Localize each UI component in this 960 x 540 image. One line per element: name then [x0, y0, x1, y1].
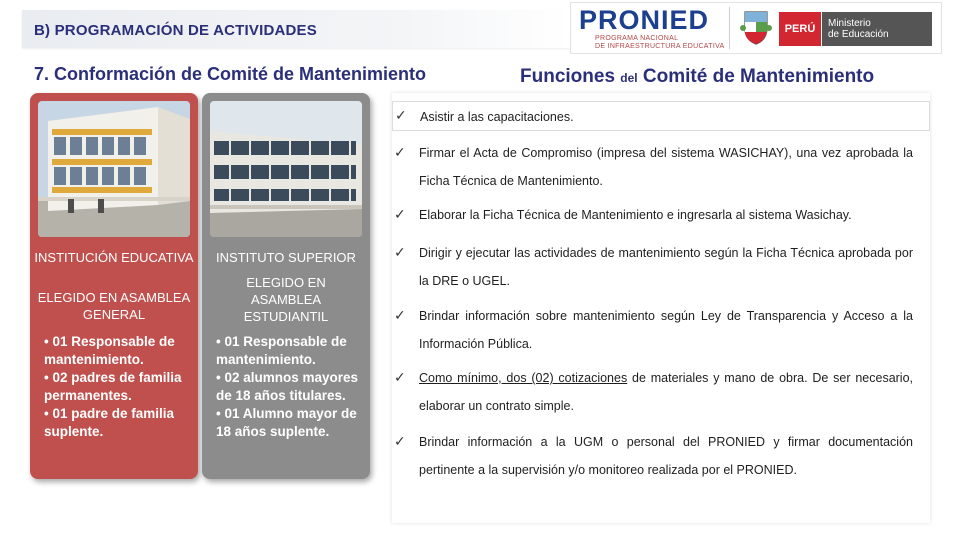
peru-logo: PERÚ	[779, 12, 821, 46]
check-icon: ✓	[394, 369, 406, 385]
list-item: • 02 padres de familia permanentes.	[44, 370, 182, 403]
function-item	[392, 302, 930, 358]
function-text: Brindar información sobre mantenimiento según Ley de Transparencia y Acceso a la Información Pública.	[419, 309, 913, 351]
function-item	[392, 101, 930, 131]
function-text-underlined: Como mínimo, dos (02) cotizaciones	[419, 371, 628, 385]
functions-heading	[520, 66, 874, 88]
card1-elected: ELEGIDO EN ASAMBLEA GENERAL	[37, 290, 191, 322]
ministry-line1: Ministerio	[828, 18, 871, 29]
function-item	[392, 201, 930, 229]
list-item: • 01 padre de familia suplente.	[44, 406, 175, 439]
card1-members	[44, 333, 192, 441]
section-title: B) PROGRAMACIÓN DE ACTIVIDADES	[34, 22, 317, 39]
check-icon: ✓	[395, 107, 407, 123]
function-text: Dirigir y ejecutar las actividades de mantenimiento según la Ficha Técnica aprobada por la DRE o UGEL.	[419, 246, 913, 288]
function-item	[392, 139, 930, 195]
function-text: Asistir a las capacitaciones.	[420, 110, 574, 124]
card2-members	[216, 333, 364, 441]
function-item	[392, 428, 930, 484]
card2-title: INSTITUTO SUPERIOR	[216, 250, 356, 265]
pronied-logo-text: PRONIED	[579, 5, 710, 35]
card-instituto-superior	[202, 93, 370, 479]
peru-coat-of-arms-icon	[739, 8, 773, 46]
check-icon: ✓	[394, 433, 406, 449]
list-item: • 01 Alumno mayor de 18 años suplente.	[216, 406, 357, 439]
logos-banner	[570, 2, 942, 54]
list-item: • 01 Responsable de mantenimiento.	[216, 334, 347, 367]
functions-panel	[392, 93, 930, 523]
institute-building-photo	[210, 101, 362, 237]
functions-heading-del: del	[620, 71, 638, 85]
check-icon: ✓	[394, 307, 406, 323]
card-institucion-educativa	[30, 93, 198, 479]
committee-subtitle: 7. Conformación de Comité de Mantenimiento	[34, 64, 427, 84]
function-text: Brindar información a la UGM o personal del PRONIED y firmar documentación pertinente a la supervisión y/o monitoreo realizada por el PRONIED.	[419, 435, 913, 477]
school-building-photo	[38, 101, 190, 237]
list-item: • 01 Responsable de mantenimiento.	[44, 334, 175, 367]
check-icon: ✓	[394, 144, 406, 160]
function-text-rest: de materiales y mano de obra. De ser necesario, elaborar un contrato simple.	[419, 371, 914, 413]
card2-elected: ELEGIDO EN ASAMBLEA ESTUDIANTIL	[243, 275, 329, 324]
functions-heading-a: Funciones	[520, 66, 616, 87]
check-icon: ✓	[394, 206, 406, 222]
ministry-logo	[822, 12, 932, 46]
list-item: • 02 alumnos mayores de 18 años titulares.	[216, 370, 359, 403]
pronied-subtitle-line1: PROGRAMA NACIONAL	[595, 35, 679, 42]
function-text: Elaborar la Ficha Técnica de Mantenimiento e ingresarla al sistema Wasichay.	[419, 208, 852, 222]
logo-divider	[729, 7, 730, 49]
function-item	[392, 364, 930, 420]
pronied-subtitle-line2: DE INFRAESTRUCTURA EDUCATIVA	[595, 43, 725, 50]
ministry-line2: de Educación	[828, 29, 889, 40]
function-text: Firmar el Acta de Compromiso (impresa del sistema WASICHAY), una vez aprobada la Ficha Técnica de Mantenimiento.	[419, 146, 913, 188]
card1-title: INSTITUCIÓN EDUCATIVA	[34, 250, 194, 265]
function-item	[392, 239, 930, 295]
function-text	[419, 364, 913, 420]
check-icon: ✓	[394, 244, 406, 260]
functions-heading-b: Comité de Mantenimiento	[642, 66, 875, 87]
